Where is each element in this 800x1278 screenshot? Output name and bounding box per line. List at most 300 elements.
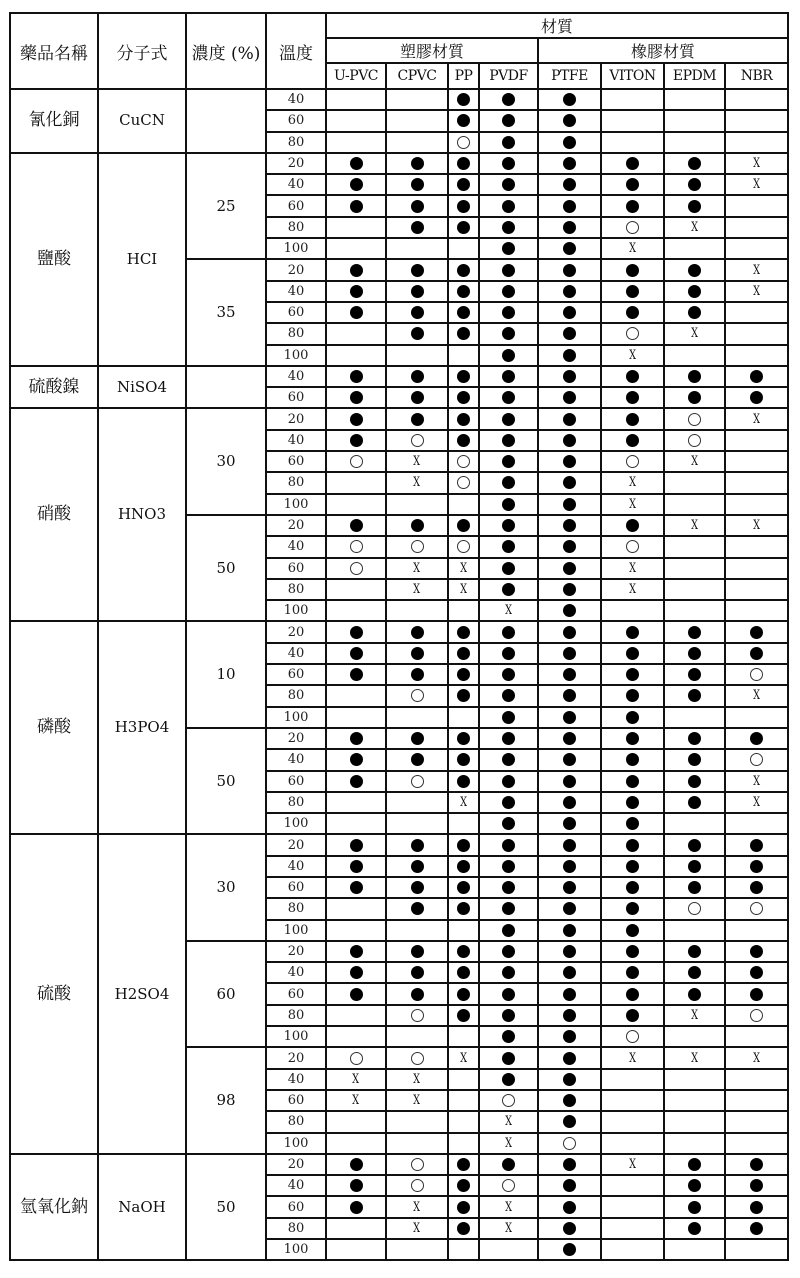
rating-cell-epdm (664, 1218, 725, 1239)
rating-cell-viton (601, 771, 664, 792)
temperature: 100 (266, 1133, 326, 1154)
rating-cell-u-pvc (326, 920, 386, 941)
rating-cell-pvdf (479, 920, 538, 941)
chemical-resistance-table (9, 12, 789, 1261)
filled-circle-icon (750, 839, 763, 852)
filled-circle-icon (502, 349, 515, 362)
hollow-circle-icon (411, 689, 424, 702)
rating-cell-u-pvc (326, 451, 386, 472)
filled-circle-icon (350, 157, 363, 170)
temperature: 60 (266, 664, 326, 685)
rating-cell-nbr (725, 813, 788, 834)
rating-cell-viton (601, 1239, 664, 1260)
temperature: 20 (266, 259, 326, 280)
rating-cell-epdm (664, 515, 725, 536)
rating-cell-epdm (664, 408, 725, 429)
chemical-formula: HCI (98, 153, 186, 366)
filled-circle-icon (411, 519, 424, 532)
rating-cell-nbr (725, 558, 788, 579)
filled-circle-icon (688, 668, 701, 681)
x-mark-icon: X (460, 794, 467, 810)
rating-cell-pp (448, 302, 479, 323)
filled-circle-icon (350, 988, 363, 1001)
filled-circle-icon (563, 817, 576, 830)
rating-cell-epdm (664, 941, 725, 962)
filled-circle-icon (457, 285, 470, 298)
concentration (186, 89, 266, 153)
rating-cell-viton (601, 345, 664, 366)
temperature: 80 (266, 1218, 326, 1239)
hollow-circle-icon (457, 476, 470, 489)
concentration: 25 (186, 153, 266, 259)
rating-cell-epdm (664, 600, 725, 621)
rating-cell-ptfe (538, 153, 601, 174)
rating-cell-u-pvc (326, 1090, 386, 1111)
temperature: 100 (266, 920, 326, 941)
filled-circle-icon (563, 796, 576, 809)
filled-circle-icon (350, 391, 363, 404)
rating-cell-u-pvc (326, 1133, 386, 1154)
rating-cell-nbr (725, 1090, 788, 1111)
filled-circle-icon (457, 200, 470, 213)
rating-cell-u-pvc (326, 962, 386, 983)
rating-cell-pp (448, 621, 479, 642)
rating-cell-pvdf (479, 834, 538, 855)
table-row (10, 621, 788, 642)
filled-circle-icon (457, 1201, 470, 1214)
rating-cell-ptfe (538, 345, 601, 366)
rating-cell-pp (448, 643, 479, 664)
rating-cell-cpvc (386, 1047, 448, 1068)
rating-cell-pvdf (479, 281, 538, 302)
filled-circle-icon (502, 391, 515, 404)
concentration: 98 (186, 1047, 266, 1153)
filled-circle-icon (626, 178, 639, 191)
filled-circle-icon (563, 264, 576, 277)
rating-cell-viton (601, 1111, 664, 1132)
filled-circle-icon (626, 668, 639, 681)
filled-circle-icon (411, 221, 424, 234)
rating-cell-ptfe (538, 664, 601, 685)
rating-cell-epdm (664, 643, 725, 664)
filled-circle-icon (626, 902, 639, 915)
rating-cell-viton (601, 1218, 664, 1239)
rating-cell-ptfe (538, 643, 601, 664)
temperature: 20 (266, 153, 326, 174)
rating-cell-pvdf (479, 941, 538, 962)
rating-cell-ptfe (538, 281, 601, 302)
filled-circle-icon (688, 370, 701, 383)
rating-cell-ptfe (538, 515, 601, 536)
filled-circle-icon (626, 796, 639, 809)
rating-cell-viton (601, 195, 664, 216)
filled-circle-icon (626, 626, 639, 639)
rating-cell-ptfe (538, 834, 601, 855)
rating-cell-pvdf (479, 664, 538, 685)
filled-circle-icon (750, 647, 763, 660)
filled-circle-icon (626, 434, 639, 447)
rating-cell-ptfe (538, 1218, 601, 1239)
rating-cell-cpvc (386, 1218, 448, 1239)
filled-circle-icon (411, 391, 424, 404)
rating-cell-u-pvc (326, 643, 386, 664)
rating-cell-u-pvc (326, 281, 386, 302)
temperature: 60 (266, 1090, 326, 1111)
rating-cell-ptfe (538, 430, 601, 451)
x-mark-icon: X (460, 581, 467, 597)
filled-circle-icon (350, 1158, 363, 1171)
rating-cell-viton (601, 387, 664, 408)
x-mark-icon: X (691, 454, 698, 470)
rating-cell-pp (448, 1069, 479, 1090)
rating-cell-cpvc (386, 345, 448, 366)
x-mark-icon: X (629, 347, 636, 363)
rating-cell-epdm (664, 983, 725, 1004)
rating-cell-epdm (664, 195, 725, 216)
rating-cell-pvdf (479, 707, 538, 728)
filled-circle-icon (457, 413, 470, 426)
filled-circle-icon (688, 285, 701, 298)
rating-cell-viton (601, 1133, 664, 1154)
filled-circle-icon (563, 732, 576, 745)
rating-cell-pvdf (479, 494, 538, 515)
filled-circle-icon (502, 562, 515, 575)
temperature: 60 (266, 302, 326, 323)
rating-cell-u-pvc (326, 1218, 386, 1239)
rating-cell-viton (601, 941, 664, 962)
rating-cell-ptfe (538, 259, 601, 280)
rating-cell-epdm (664, 153, 725, 174)
filled-circle-icon (750, 1158, 763, 1171)
temperature: 40 (266, 366, 326, 387)
rating-cell-epdm (664, 1111, 725, 1132)
filled-circle-icon (563, 924, 576, 937)
filled-circle-icon (350, 753, 363, 766)
rating-cell-nbr (725, 345, 788, 366)
rating-cell-epdm (664, 387, 725, 408)
filled-circle-icon (350, 668, 363, 681)
filled-circle-icon (502, 1052, 515, 1065)
filled-circle-icon (563, 775, 576, 788)
rating-cell-pp (448, 132, 479, 153)
filled-circle-icon (563, 114, 576, 127)
rating-cell-pp (448, 536, 479, 557)
rating-cell-pvdf (479, 345, 538, 366)
rating-cell-epdm (664, 1154, 725, 1175)
rating-cell-u-pvc (326, 1239, 386, 1260)
filled-circle-icon (457, 370, 470, 383)
rating-cell-ptfe (538, 1154, 601, 1175)
rating-cell-pp (448, 153, 479, 174)
rating-cell-ptfe (538, 1111, 601, 1132)
rating-cell-viton (601, 472, 664, 493)
rating-cell-epdm (664, 259, 725, 280)
rating-cell-ptfe (538, 792, 601, 813)
filled-circle-icon (411, 264, 424, 277)
temperature: 80 (266, 685, 326, 706)
rating-cell-viton (601, 558, 664, 579)
rating-cell-cpvc (386, 1239, 448, 1260)
rating-cell-u-pvc (326, 515, 386, 536)
filled-circle-icon (411, 370, 424, 383)
rating-cell-viton (601, 430, 664, 451)
filled-circle-icon (688, 391, 701, 404)
filled-circle-icon (502, 476, 515, 489)
rating-cell-cpvc (386, 834, 448, 855)
rating-cell-viton (601, 600, 664, 621)
rating-cell-epdm (664, 920, 725, 941)
rating-cell-cpvc (386, 323, 448, 344)
filled-circle-icon (502, 434, 515, 447)
hollow-circle-icon (688, 413, 701, 426)
rating-cell-ptfe (538, 238, 601, 259)
rating-cell-nbr (725, 387, 788, 408)
temperature: 80 (266, 132, 326, 153)
filled-circle-icon (750, 370, 763, 383)
temperature: 60 (266, 110, 326, 131)
temperature: 40 (266, 962, 326, 983)
filled-circle-icon (563, 157, 576, 170)
rating-cell-nbr (725, 1218, 788, 1239)
x-mark-icon: X (691, 1050, 698, 1066)
rating-cell-epdm (664, 1196, 725, 1217)
filled-circle-icon (563, 1094, 576, 1107)
x-mark-icon: X (629, 475, 636, 491)
rating-cell-pvdf (479, 132, 538, 153)
rating-cell-nbr (725, 749, 788, 770)
rating-cell-u-pvc (326, 217, 386, 238)
temperature: 80 (266, 1005, 326, 1026)
filled-circle-icon (502, 242, 515, 255)
filled-circle-icon (626, 817, 639, 830)
rating-cell-pp (448, 515, 479, 536)
filled-circle-icon (411, 157, 424, 170)
filled-circle-icon (688, 775, 701, 788)
filled-circle-icon (563, 1030, 576, 1043)
filled-circle-icon (626, 839, 639, 852)
rating-cell-ptfe (538, 1175, 601, 1196)
rating-cell-ptfe (538, 600, 601, 621)
rating-cell-viton (601, 1154, 664, 1175)
hollow-circle-icon (350, 1052, 363, 1065)
rating-cell-viton (601, 920, 664, 941)
filled-circle-icon (626, 775, 639, 788)
rating-cell-u-pvc (326, 877, 386, 898)
x-mark-icon: X (629, 581, 636, 597)
filled-circle-icon (563, 349, 576, 362)
temperature: 20 (266, 621, 326, 642)
filled-circle-icon (350, 1179, 363, 1192)
rating-cell-u-pvc (326, 558, 386, 579)
rating-cell-pvdf (479, 430, 538, 451)
filled-circle-icon (563, 540, 576, 553)
filled-circle-icon (563, 136, 576, 149)
rating-cell-pvdf (479, 771, 538, 792)
filled-circle-icon (411, 732, 424, 745)
rating-cell-pvdf (479, 387, 538, 408)
hollow-circle-icon (350, 540, 363, 553)
rating-cell-viton (601, 1175, 664, 1196)
temperature: 60 (266, 387, 326, 408)
filled-circle-icon (563, 668, 576, 681)
filled-circle-icon (350, 413, 363, 426)
rating-cell-pvdf (479, 515, 538, 536)
filled-circle-icon (457, 966, 470, 979)
filled-circle-icon (411, 327, 424, 340)
x-mark-icon: X (753, 794, 760, 810)
rating-cell-pp (448, 110, 479, 131)
rating-cell-pp (448, 281, 479, 302)
temperature: 40 (266, 174, 326, 195)
temperature: 20 (266, 408, 326, 429)
filled-circle-icon (688, 1222, 701, 1235)
rating-cell-ptfe (538, 323, 601, 344)
rating-cell-pvdf (479, 792, 538, 813)
filled-circle-icon (457, 945, 470, 958)
table-row (10, 834, 788, 855)
filled-circle-icon (502, 945, 515, 958)
hollow-circle-icon (411, 1052, 424, 1065)
rating-cell-cpvc (386, 281, 448, 302)
rating-cell-pp (448, 898, 479, 919)
rating-cell-pvdf (479, 1111, 538, 1132)
filled-circle-icon (502, 285, 515, 298)
rating-cell-pp (448, 1196, 479, 1217)
rating-cell-u-pvc (326, 1154, 386, 1175)
rating-cell-u-pvc (326, 132, 386, 153)
hollow-circle-icon (350, 455, 363, 468)
rating-cell-epdm (664, 728, 725, 749)
rating-cell-pp (448, 217, 479, 238)
filled-circle-icon (688, 753, 701, 766)
rating-cell-pp (448, 1090, 479, 1111)
rating-cell-pp (448, 728, 479, 749)
filled-circle-icon (411, 306, 424, 319)
concentration: 35 (186, 259, 266, 365)
rating-cell-epdm (664, 494, 725, 515)
temperature: 60 (266, 1196, 326, 1217)
rating-cell-epdm (664, 834, 725, 855)
rating-cell-pp (448, 345, 479, 366)
filled-circle-icon (457, 626, 470, 639)
rating-cell-pvdf (479, 962, 538, 983)
rating-cell-ptfe (538, 685, 601, 706)
rating-cell-cpvc (386, 302, 448, 323)
x-mark-icon: X (691, 518, 698, 534)
rating-cell-pvdf (479, 1218, 538, 1239)
filled-circle-icon (750, 626, 763, 639)
rating-cell-nbr (725, 898, 788, 919)
filled-circle-icon (411, 668, 424, 681)
filled-circle-icon (750, 860, 763, 873)
filled-circle-icon (502, 924, 515, 937)
temperature: 100 (266, 494, 326, 515)
rating-cell-ptfe (538, 983, 601, 1004)
rating-cell-ptfe (538, 1239, 601, 1260)
filled-circle-icon (411, 881, 424, 894)
filled-circle-icon (350, 626, 363, 639)
rating-cell-nbr (725, 643, 788, 664)
rating-cell-nbr (725, 771, 788, 792)
rating-cell-viton (601, 1196, 664, 1217)
hollow-circle-icon (688, 434, 701, 447)
filled-circle-icon (563, 476, 576, 489)
rating-cell-viton (601, 856, 664, 877)
filled-circle-icon (457, 732, 470, 745)
filled-circle-icon (563, 1201, 576, 1214)
rating-cell-pp (448, 962, 479, 983)
rating-cell-u-pvc (326, 621, 386, 642)
rating-cell-pp (448, 408, 479, 429)
rating-cell-nbr (725, 89, 788, 110)
filled-circle-icon (563, 583, 576, 596)
rating-cell-pp (448, 941, 479, 962)
rating-cell-nbr (725, 1069, 788, 1090)
table-row (10, 366, 788, 387)
filled-circle-icon (750, 945, 763, 958)
rating-cell-epdm (664, 89, 725, 110)
temperature: 40 (266, 749, 326, 770)
x-mark-icon: X (505, 1220, 512, 1236)
filled-circle-icon (563, 966, 576, 979)
rating-cell-ptfe (538, 771, 601, 792)
filled-circle-icon (750, 1201, 763, 1214)
rating-cell-pp (448, 1239, 479, 1260)
rating-cell-cpvc (386, 920, 448, 941)
x-mark-icon: X (413, 560, 421, 576)
concentration: 60 (186, 941, 266, 1047)
rating-cell-u-pvc (326, 749, 386, 770)
filled-circle-icon (502, 839, 515, 852)
filled-circle-icon (626, 732, 639, 745)
x-mark-icon: X (505, 603, 512, 619)
rating-cell-u-pvc (326, 494, 386, 515)
rating-cell-nbr (725, 983, 788, 1004)
filled-circle-icon (502, 413, 515, 426)
hollow-circle-icon (750, 753, 763, 766)
filled-circle-icon (350, 1201, 363, 1214)
filled-circle-icon (750, 966, 763, 979)
filled-circle-icon (563, 221, 576, 234)
rating-cell-epdm (664, 1133, 725, 1154)
concentration: 30 (186, 834, 266, 940)
rating-cell-viton (601, 792, 664, 813)
filled-circle-icon (563, 1158, 576, 1171)
hollow-circle-icon (411, 775, 424, 788)
chemical-name: 硫酸鎳 (10, 366, 98, 409)
hollow-circle-icon (411, 434, 424, 447)
rating-cell-cpvc (386, 430, 448, 451)
rating-cell-nbr (725, 494, 788, 515)
rating-cell-pvdf (479, 1154, 538, 1175)
rating-cell-u-pvc (326, 430, 386, 451)
rating-cell-pvdf (479, 579, 538, 600)
rating-cell-epdm (664, 1175, 725, 1196)
rating-cell-pp (448, 259, 479, 280)
rating-cell-epdm (664, 1047, 725, 1068)
rating-cell-cpvc (386, 579, 448, 600)
rating-cell-viton (601, 366, 664, 387)
rating-cell-cpvc (386, 664, 448, 685)
filled-circle-icon (457, 753, 470, 766)
filled-circle-icon (626, 711, 639, 724)
rating-cell-pp (448, 174, 479, 195)
filled-circle-icon (563, 413, 576, 426)
rating-cell-ptfe (538, 494, 601, 515)
rating-cell-nbr (725, 1239, 788, 1260)
header-material-viton: VITON (601, 63, 664, 89)
rating-cell-viton (601, 1090, 664, 1111)
